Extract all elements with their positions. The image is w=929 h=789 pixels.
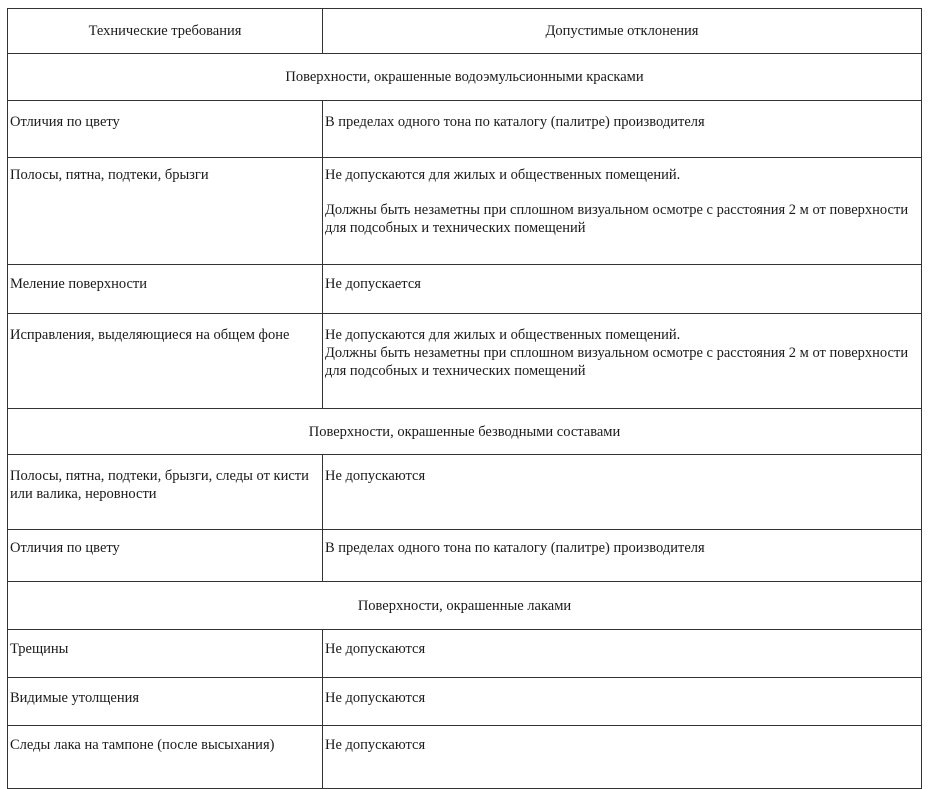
deviation-text: Не допускается xyxy=(325,276,421,292)
requirement-cell: Следы лака на тампоне (после высыхания) xyxy=(8,726,323,789)
table-row xyxy=(8,158,922,265)
deviation-text: Не допускаются xyxy=(325,737,426,753)
table-row xyxy=(8,678,922,726)
section-heading-row xyxy=(8,409,922,455)
requirement-cell: Видимые утолщения xyxy=(8,678,323,726)
deviation-text: Не допускаются для жилых и общественных помещений. xyxy=(325,327,681,343)
requirement-cell: Отличия по цвету xyxy=(8,530,323,582)
table-header-row xyxy=(8,9,922,54)
section-heading-row xyxy=(8,582,922,630)
requirement-cell: Полосы, пятна, подтеки, брызги xyxy=(8,158,323,265)
deviation-cell xyxy=(323,265,922,314)
section-title: Поверхности, окрашенные безводными составами xyxy=(8,409,922,455)
header-deviations: Допустимые отклонения xyxy=(323,9,922,54)
deviation-text: Должны быть незаметны при сплошном визуальном осмотре с расстояния 2 м от поверхности для подсобных и технических помещений xyxy=(325,202,909,236)
table-row xyxy=(8,455,922,530)
table-row xyxy=(8,530,922,582)
section-title: Поверхности, окрашенные лаками xyxy=(8,582,922,630)
section-title: Поверхности, окрашенные водоэмульсионными красками xyxy=(8,54,922,101)
deviation-cell xyxy=(323,678,922,726)
requirement-cell: Трещины xyxy=(8,630,323,678)
deviation-cell xyxy=(323,314,922,409)
deviation-cell xyxy=(323,455,922,530)
deviation-text: Не допускаются для жилых и общественных помещений. xyxy=(325,167,681,183)
requirement-cell: Отличия по цвету xyxy=(8,101,323,158)
header-requirements: Технические требования xyxy=(8,9,323,54)
table-row xyxy=(8,265,922,314)
deviation-text: Не допускаются xyxy=(325,641,426,657)
deviation-text: В пределах одного тона по каталогу (палитре) производителя xyxy=(325,114,705,130)
requirement-cell: Исправления, выделяющиеся на общем фоне xyxy=(8,314,323,409)
deviation-cell xyxy=(323,158,922,265)
deviation-cell xyxy=(323,530,922,582)
section-heading-row xyxy=(8,54,922,101)
requirement-cell: Меление поверхности xyxy=(8,265,323,314)
deviation-cell xyxy=(323,630,922,678)
deviation-cell xyxy=(323,726,922,789)
requirement-cell: Полосы, пятна, подтеки, брызги, следы от кисти или валика, неровности xyxy=(8,455,323,530)
table-row xyxy=(8,726,922,789)
deviation-cell xyxy=(323,101,922,158)
deviation-text: Должны быть незаметны при сплошном визуальном осмотре с расстояния 2 м от поверхности для подсобных и технических помещений xyxy=(325,345,909,379)
deviation-text: В пределах одного тона по каталогу (палитре) производителя xyxy=(325,540,705,556)
table-row xyxy=(8,314,922,409)
table-row xyxy=(8,630,922,678)
deviation-text: Не допускаются xyxy=(325,468,426,484)
deviation-text: Не допускаются xyxy=(325,690,426,706)
table-row xyxy=(8,101,922,158)
requirements-table xyxy=(7,8,922,789)
